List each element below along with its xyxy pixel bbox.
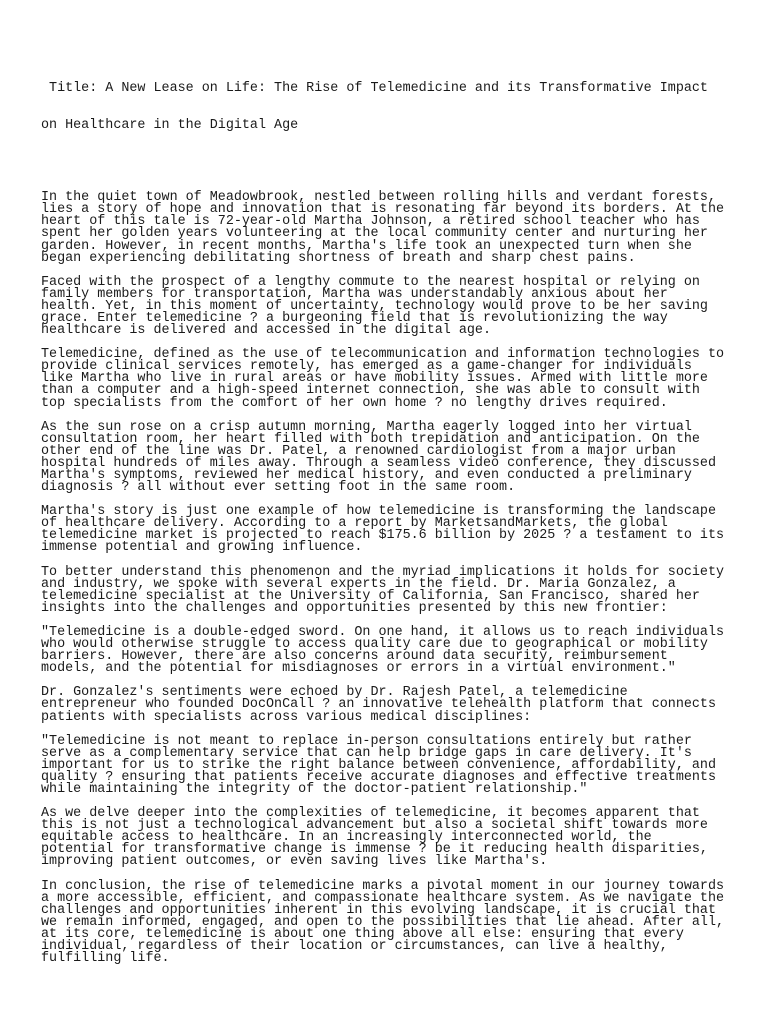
title-line: Title: A New Lease on Life: The Rise of Telemedicine and its Transformative Impact [41, 81, 708, 97]
paragraph-line: grace. Enter telemedicine ? a burgeoning field that is revolutionizing the way [41, 310, 668, 326]
paragraph [41, 624, 725, 677]
paragraph-line: heart of this tale is 72-year-old Martha Johnson, a retired school teacher who has [41, 214, 700, 230]
paragraph-line: entrepreneur who founded DocOnCall ? an innovative telehealth platform that connects [41, 697, 716, 713]
paragraph-line: Martha's story is just one example of how telemedicine is transforming the landscape [41, 504, 716, 520]
paragraph-line: Dr. Gonzalez's sentiments were echoed by Dr. Rajesh Patel, a telemedicine [41, 685, 628, 701]
document-page [41, 35, 725, 989]
paragraph-line: began experiencing debilitating shortness of breath and sharp chest pains. [41, 250, 636, 266]
paragraph-line: "Telemedicine is not meant to replace in-person consultations entirely but rather [41, 733, 692, 749]
paragraph-line: equitable access to healthcare. In an increasingly interconnected world, the [41, 830, 652, 846]
paragraph-line: challenges and opportunities inherent in this evolving landscape, it is crucial that [41, 902, 716, 918]
paragraph-line: healthcare is delivered and accessed in the digital age. [41, 323, 491, 339]
paragraph [41, 808, 711, 868]
paragraph-line: Faced with the prospect of a lengthy commute to the nearest hospital or relying on [41, 274, 700, 290]
paragraph-line: while maintaining the integrity of the doctor-patient relationship." [41, 781, 588, 797]
paragraph-line: improving patient outcomes, or even saving lives like Martha's. [41, 854, 548, 870]
paragraph [41, 190, 725, 266]
paragraph-line: telemedicine specialist at the University of California, San Francisco, shared her [41, 588, 700, 604]
paragraph-line: diagnosis ? all without ever setting foot in the same room. [41, 480, 516, 496]
paragraph [41, 347, 725, 411]
paragraph-line: spent her golden years volunteering at the local community center and nurturing her [41, 226, 708, 242]
document-body [41, 190, 725, 967]
paragraph-line: models, and the potential for misdiagnoses or errors in a virtual environment." [41, 661, 676, 677]
paragraph-line: To better understand this phenomenon and the myriad implications it holds for society [41, 564, 725, 580]
paragraph-line: health. Yet, in this moment of uncertainty, technology would prove to be her saving [41, 298, 708, 314]
paragraph-line: this is not just a technological advancement but also a societal shift towards more [41, 818, 708, 834]
paragraph-line: quality ? ensuring that patients receive accurate diagnoses and effective treatments [41, 769, 716, 785]
paragraph-line: patients with specialists across various medical disciplines: [41, 709, 532, 725]
paragraph-line: Martha's symptoms, reviewed her medical history, and even conducted a preliminary [41, 468, 692, 483]
paragraph-line: hospital hundreds of miles away. Through a seamless video conference, they discussed [41, 455, 716, 471]
paragraph-line: immense potential and growing influence. [41, 540, 363, 556]
paragraph [41, 878, 725, 967]
paragraph-line: of healthcare delivery. According to a report by MarketsandMarkets, the global [41, 516, 668, 532]
paragraph-line: Telemedicine, defined as the use of telecommunication and information technologies to [41, 347, 725, 363]
paragraph-line: who would otherwise struggle to access quality care due to geographical or mobility [41, 637, 708, 653]
paragraph-line: provide clinical services remotely, has emerged as a game-changer for individuals [41, 359, 692, 375]
paragraph [41, 419, 716, 496]
paragraph-line: individual, regardless of their location or circumstances, can live a healthy, [41, 939, 668, 954]
paragraph-line: As we delve deeper into the complexities of telemedicine, it becomes apparent that [41, 806, 700, 822]
paragraph-line: As the sun rose on a crisp autumn morning, Martha eagerly logged into her virtual [41, 419, 692, 435]
paragraph-line: we remain informed, engaged, and open to the possibilities that lie ahead. After all, [41, 914, 725, 930]
paragraph-line: top specialists from the comfort of her own home ? no lengthy drives required. [41, 395, 668, 411]
paragraph [41, 274, 711, 339]
paragraph [41, 685, 716, 725]
title-line: on Healthcare in the Digital Age [41, 117, 299, 133]
paragraph [41, 564, 725, 616]
paragraph-line: In the quiet town of Meadowbrook, nestled between rolling hills and verdant forests, [41, 190, 716, 206]
paragraph-line: serve as a complementary service that can help bridge gaps in care delivery. It's [41, 745, 692, 761]
paragraph-line: lies a story of hope and innovation that is resonating far beyond its borders. At the [41, 202, 725, 218]
paragraph-line: potential for transformative change is immense ? be it reducing health disparities, [41, 842, 708, 858]
paragraph-line: fulfilling life. [41, 951, 170, 967]
paragraph-line: a more accessible, efficient, and compassionate healthcare system. As we navigate the [41, 890, 725, 906]
paragraph-line: garden. However, in recent months, Martha's life took an unexpected turn when she [41, 238, 692, 254]
paragraph-line: insights into the challenges and opportunities presented by this new frontier: [41, 600, 668, 616]
paragraph [41, 504, 725, 556]
paragraph-line: barriers. However, there are also concerns around data security, reimbursement [41, 649, 668, 665]
paragraph-line: and industry, we spoke with several experts in the field. Dr. Maria Gonzalez, a [41, 576, 676, 592]
paragraph-line: other end of the line was Dr. Patel, a renowned cardiologist from a major urban [41, 443, 676, 459]
paragraph [41, 733, 716, 797]
document-title [41, 59, 711, 156]
paragraph-line: family members for transportation, Martha was understandably anxious about her [41, 286, 668, 302]
paragraph-line: than a computer and a high-speed internet connection, she was able to consult with [41, 383, 700, 399]
paragraph-line: consultation room, her heart filled with both trepidation and anticipation. On the [41, 431, 700, 447]
paragraph-line: "Telemedicine is a double-edged sword. On one hand, it allows us to reach individuals [41, 624, 725, 640]
paragraph-line: important for us to strike the right balance between convenience, affordability, and [41, 757, 716, 773]
paragraph-line: at its core, telemedicine is about one thing above all else: ensuring that every [41, 926, 684, 942]
paragraph-line: In conclusion, the rise of telemedicine marks a pivotal moment in our journey towards [41, 878, 725, 894]
paragraph-line: like Martha who live in rural areas or have mobility issues. Armed with little more [41, 371, 708, 387]
paragraph-line: telemedicine market is projected to reach $175.6 billion by 2025 ? a testament to its [41, 528, 725, 544]
